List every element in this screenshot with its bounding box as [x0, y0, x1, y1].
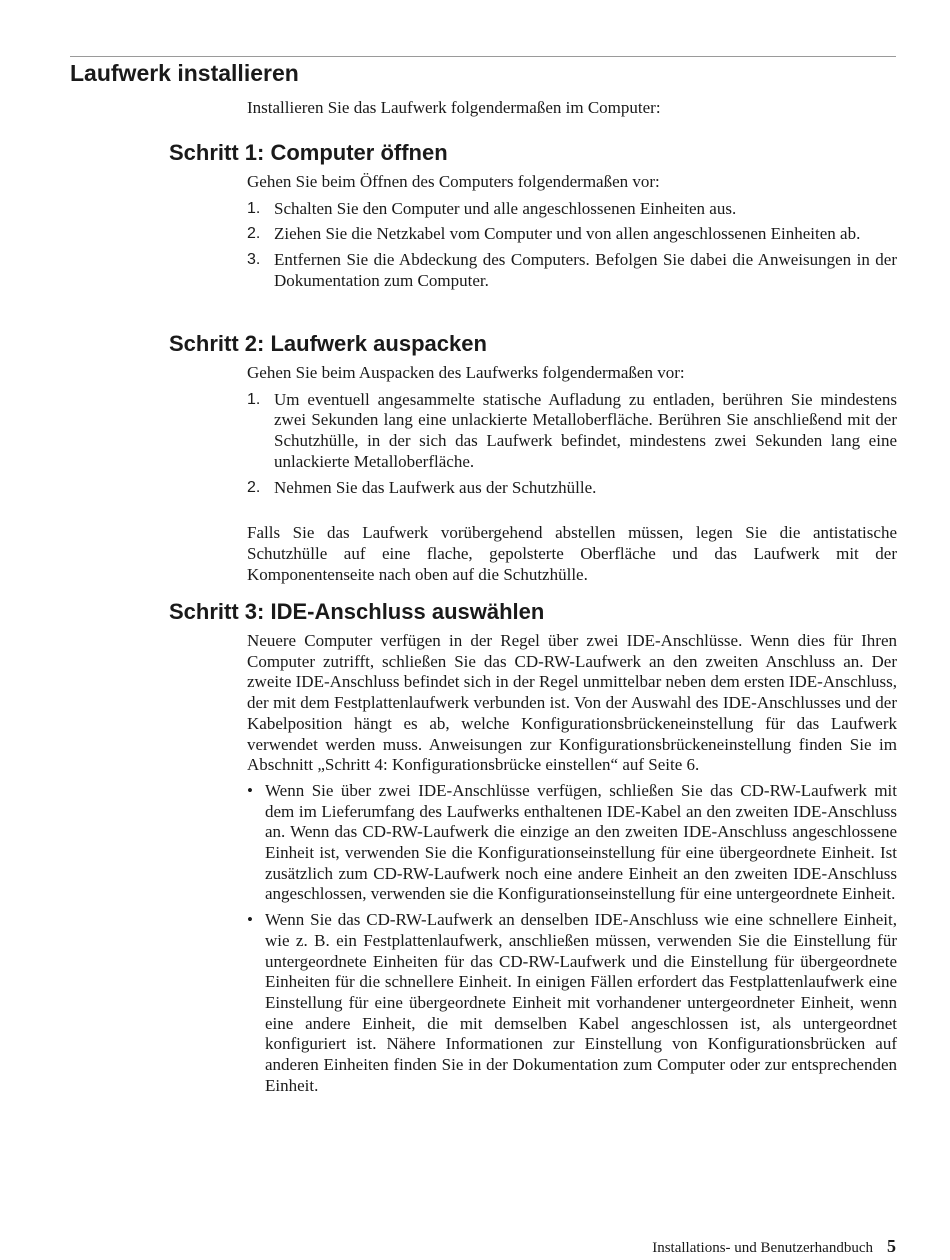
list-item-text: Entfernen Sie die Abdeckung des Computers. Befolgen Sie dabei die Anweisungen in der Dokumentation zum Computer. — [274, 250, 897, 290]
step2-heading: Schritt 2: Laufwerk auspacken — [169, 331, 487, 356]
intro-text: Installieren Sie das Laufwerk folgendermaßen im Computer: — [247, 98, 661, 117]
list-item — [247, 199, 897, 220]
list-item-text: Wenn Sie das CD-RW-Laufwerk an denselben IDE-Anschluss wie eine schnellere Einheit, wie z. B. ein Festplattenlaufwerk, anschließen müssen, verwenden Sie die Einstellung für untergeordnete Einheiten für das CD-RW-Laufwerk und die Einstellung für übergeordnete Einheiten für die schnellere Einheit. In einigen Fällen erfordert das Festplattenlaufwerk eine Einstellung für eine übergeordnete Einheit mit vorhandener untergeordneter Einheit, wenn eine andere Einheit, die mit demselben Kabel angeschlossen ist, als untergeordnet konfiguriert ist. Nähere Informationen zur Einstellung von Konfigurationsbrücken auf anderen Einheiten finden Sie in der Dokumentation zum Computer oder zur entsprechenden Einheit. — [265, 910, 897, 1095]
list-item-text: Wenn Sie über zwei IDE-Anschlüsse verfügen, schließen Sie das CD-RW-Laufwerk mit dem im Lieferumfang des Laufwerks enthaltenen IDE-Kabel an den zweiten IDE-Anschluss an. Wenn das CD-RW-Laufwerk die einzige an den zweiten IDE-Anschluss angeschlossene Einheit ist, verwenden Sie die Konfigurationseinstellung für eine übergeordnete Einheit. Ist zusätzlich zum CD-RW-Laufwerk noch eine andere Einheit an den zweiten IDE-Anschluss angeschlossen, verwenden sie die Konfigurationseinstellung für eine untergeordnete Einheit. — [265, 780, 897, 904]
step1-heading: Schritt 1: Computer öffnen — [169, 140, 448, 165]
step3-bullet-list — [247, 781, 897, 1097]
step3-paragraph: Neuere Computer verfügen in der Regel über zwei IDE-Anschlüsse. Wenn dies für Ihren Computer zutrifft, schließen Sie das CD-RW-Laufwerk an den zweiten Anschluss an. Der zweite IDE-Anschluss befindet sich in der Regel unmittelbar neben dem ersten IDE-Anschluss, der mit dem Festplattenlaufwerk verbunden ist. Von der Auswahl des IDE-Anschlusses und der Kabelposition hängt es ab, welche Konfigurationsbrückeneinstellung für das Laufwerk verwendet werden muss. Anweisungen zur Konfigurationsbrückeneinstellung finden Sie im Abschnitt „Schritt 4: Konfigurationsbrücke einstellen“ auf Seite 6. — [247, 631, 897, 775]
page-footer — [652, 1236, 896, 1258]
list-item-text: Nehmen Sie das Laufwerk aus der Schutzhülle. — [274, 477, 597, 497]
list-item — [247, 250, 897, 291]
step1-list — [247, 199, 897, 292]
list-item — [247, 390, 897, 473]
step3-heading: Schritt 3: IDE-Anschluss auswählen — [169, 599, 545, 624]
footer-book-title: Installations- und Benutzerhandbuch — [652, 1240, 873, 1256]
list-number: 1. — [247, 390, 261, 408]
list-item — [247, 781, 897, 905]
step1-lead: Gehen Sie beim Öffnen des Computers folgendermaßen vor: — [247, 172, 660, 191]
list-number: 1. — [247, 199, 261, 217]
list-item — [247, 910, 897, 1096]
list-item-text: Um eventuell angesammelte statische Aufladung zu entladen, berühren Sie mindestens zwei Sekunden lang eine unlackierte Metalloberfläche. Berühren Sie anschließend mit der Schutzhülle, in der sich das Laufwerk befindet, mindestens zwei Sekunden lang eine unlackierte Metalloberfläche. — [274, 389, 897, 471]
step2-note: Falls Sie das Laufwerk vorübergehend abstellen müssen, legen Sie die antistatische Schutzhülle auf eine flache, gepolsterte Oberfläche und das Laufwerk mit der Komponentenseite nach oben auf die Schutzhülle. — [247, 523, 897, 584]
list-item — [247, 224, 897, 245]
page-number: 5 — [887, 1236, 896, 1256]
list-number: 2. — [247, 478, 261, 496]
list-number: 3. — [247, 251, 261, 269]
bullet-marker: • — [247, 910, 253, 930]
list-item — [247, 478, 897, 499]
list-item-text: Schalten Sie den Computer und alle angeschlossenen Einheiten aus. — [274, 198, 737, 218]
step2-section — [247, 363, 897, 585]
page-title: Laufwerk installieren — [70, 60, 299, 86]
step1-section — [247, 172, 897, 297]
bullet-marker: • — [247, 780, 253, 800]
list-item-text: Ziehen Sie die Netzkabel vom Computer und von allen angeschlossenen Einheiten ab. — [274, 224, 861, 244]
list-number: 2. — [247, 225, 261, 243]
top-rule — [70, 56, 896, 57]
step3-section — [247, 631, 897, 1101]
step2-lead: Gehen Sie beim Auspacken des Laufwerks folgendermaßen vor: — [247, 363, 685, 382]
step2-list — [247, 390, 897, 499]
